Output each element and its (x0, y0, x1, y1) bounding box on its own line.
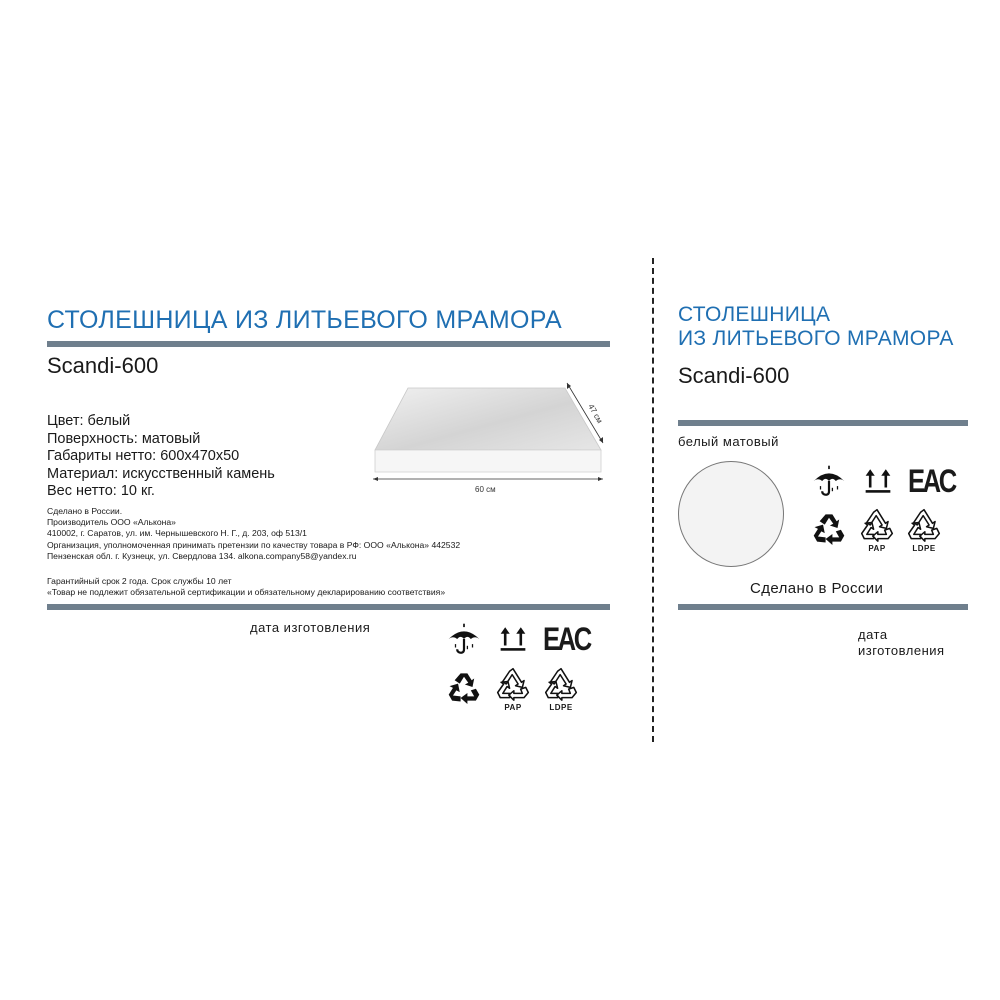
this-way-up-icon (865, 464, 891, 498)
spec-surface: Поверхность: матовый (47, 430, 201, 447)
side-date-line1: дата (858, 627, 888, 642)
manufacturer-info (47, 506, 460, 562)
side-model-name: Scandi-600 (678, 363, 790, 388)
eac-mark: EAC (908, 463, 955, 499)
ldpe-recycle-icon (907, 508, 941, 542)
side-top-divider (678, 420, 968, 426)
side-manufacture-date-label (858, 627, 945, 659)
main-title: СТОЛЕШНИЦА ИЗ ЛИТЬЕВОГО МРАМОРА (47, 306, 562, 334)
spec-list (47, 413, 275, 501)
info-line: Пензенская обл. г. Кузнецк, ул. Свердлова 134. alkona.company58@yandex.ru (47, 550, 357, 561)
side-made-in: Сделано в России (750, 580, 884, 597)
pap-recycle-icon (860, 508, 894, 542)
info-line: Организация, уполномоченная принимать претензии по качеству товара в РФ: ООО «Алькона» 442532 (47, 539, 461, 550)
side-bottom-divider (678, 604, 968, 610)
side-color-name: белый матовый (678, 434, 779, 449)
warranty-line: Гарантийный срок 2 года. Срок службы 10 лет (47, 576, 232, 586)
ldpe-recycle-icon (544, 667, 578, 701)
pap-recycle-icon (496, 667, 530, 701)
ldpe-caption: LDPE (912, 544, 936, 553)
umbrella-icon (447, 622, 481, 656)
spec-dimensions: Габариты нетто: 600х470х50 (47, 448, 240, 464)
width-dimension-label: 60 см (475, 485, 496, 494)
model-name: Scandi-600 (47, 353, 159, 378)
title-divider (47, 341, 610, 347)
eac-mark: EAC (543, 621, 590, 657)
ldpe-caption: LDPE (549, 703, 573, 712)
warranty-info (47, 576, 445, 598)
product-illustration (365, 380, 610, 495)
info-line: Производитель ООО «Алькона» (47, 517, 176, 528)
spec-color: Цвет: белый (47, 413, 131, 429)
pap-caption: PAP (868, 544, 886, 553)
recycle-icon (447, 670, 481, 704)
color-swatch (678, 461, 784, 567)
spec-material: Материал: искусственный камень (47, 465, 275, 482)
cut-line (652, 258, 654, 742)
side-title-line1: СТОЛЕШНИЦА (678, 303, 831, 326)
this-way-up-icon (500, 622, 526, 656)
side-title-line2: ИЗ ЛИТЬЕВОГО МРАМОРА (678, 327, 954, 350)
umbrella-icon (812, 464, 846, 498)
warranty-line: «Товар не подлежит обязательной сертификации и обязательному декларированию соответствия» (47, 587, 446, 598)
side-date-line2: изготовления (858, 643, 945, 658)
depth-dimension-label: 47 см (586, 402, 605, 425)
spec-weight: Вес нетто: 10 кг. (47, 483, 155, 499)
pap-caption: PAP (504, 703, 522, 712)
info-line: Сделано в России. (47, 506, 123, 516)
info-line: 410002, г. Саратов, ул. им. Чернышевского Н. Г., д. 203, оф 513/1 (47, 528, 307, 539)
manufacture-date-label: дата изготовления (250, 620, 371, 635)
recycle-icon (812, 511, 846, 545)
bottom-divider (47, 604, 610, 610)
